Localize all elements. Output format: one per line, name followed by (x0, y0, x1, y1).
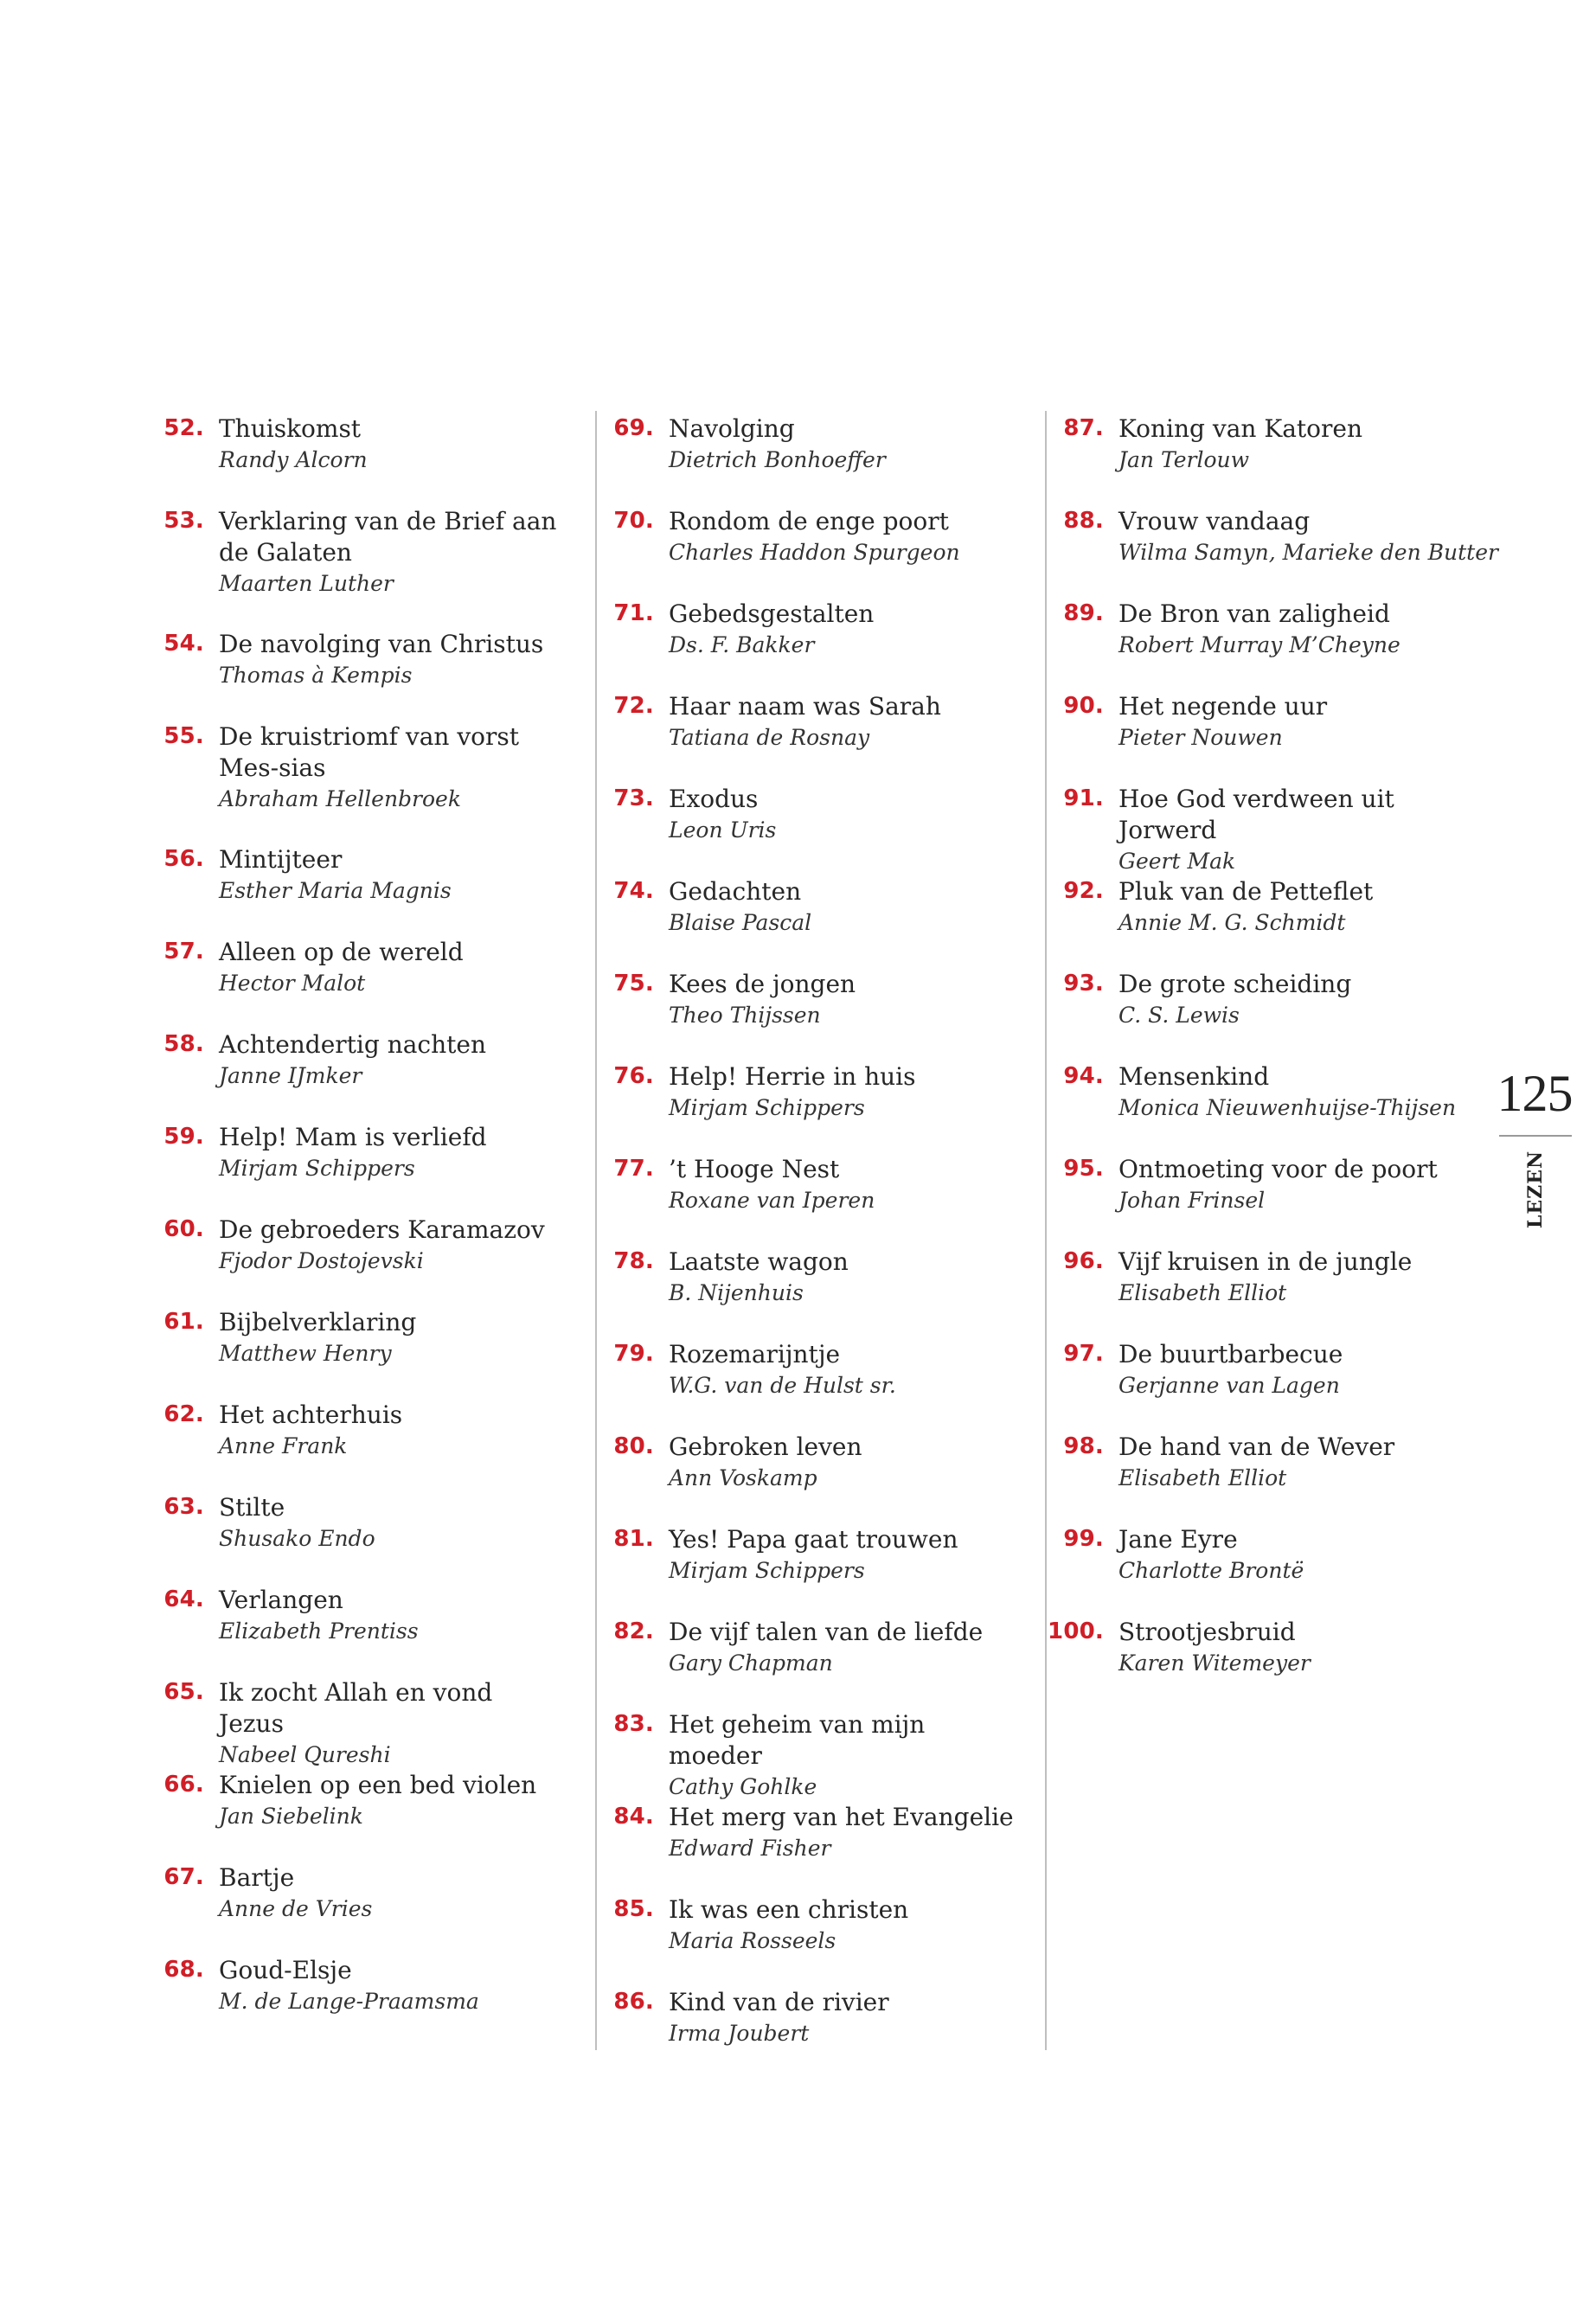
list-number: 56. (163, 846, 204, 872)
book-title: Verlangen (219, 1586, 343, 1614)
list-number: 98. (1063, 1433, 1104, 1459)
list-number: 94. (1063, 1063, 1104, 1089)
list-number: 83. (613, 1711, 654, 1737)
book-author: Abraham Hellenbroek (219, 786, 462, 811)
list-number: 78. (613, 1248, 654, 1274)
book-title: Hoe God verdween uit Jorwerd (1118, 785, 1394, 844)
list-number: 64. (163, 1586, 204, 1612)
book-author: Mirjam Schippers (669, 1558, 865, 1583)
list-number: 91. (1063, 785, 1104, 811)
book-title: Alleen op de wereld (219, 938, 464, 966)
section-label (1518, 1150, 1553, 1228)
book-author: Nabeel Qureshi (219, 1742, 391, 1767)
list-number: 74. (613, 878, 654, 904)
book-author: Karen Witemeyer (1118, 1650, 1311, 1676)
book-author: Cathy Gohlke (669, 1774, 817, 1799)
book-author: Shusako Endo (219, 1526, 375, 1551)
list-number: 85. (613, 1896, 654, 1922)
column-divider (1045, 411, 1047, 2050)
book-author: Thomas à Kempis (219, 663, 413, 688)
book-author: Elizabeth Prentiss (219, 1618, 419, 1644)
book-author: Blaise Pascal (669, 910, 812, 935)
list-number: 63. (163, 1494, 204, 1520)
list-number: 99. (1063, 1526, 1104, 1552)
book-title: Vrouw vandaag (1118, 507, 1311, 535)
book-title: De vijf talen van de liefde (669, 1618, 984, 1646)
list-number: 58. (163, 1031, 204, 1057)
book-author: Janne IJmker (219, 1063, 362, 1088)
book-author: Annie M. G. Schmidt (1118, 910, 1346, 935)
book-title: Het merg van het Evangelie (669, 1803, 1014, 1831)
book-author: Wilma Samyn, Marieke den Butter (1118, 540, 1498, 565)
list-number: 73. (613, 785, 654, 811)
list-number: 71. (613, 600, 654, 626)
book-title: Verklaring van de Brief aan de Galaten (219, 507, 557, 567)
book-title: Mensenkind (1118, 1062, 1270, 1091)
book-title: De grote scheiding (1118, 970, 1352, 998)
book-title: Gedachten (669, 877, 802, 906)
list-number: 62. (163, 1401, 204, 1427)
list-number: 77. (613, 1156, 654, 1182)
page-number-rule (1499, 1135, 1572, 1137)
book-title: Kind van de rivier (669, 1988, 889, 2016)
book-author: Hector Malot (219, 971, 366, 996)
book-author: W.G. van de Hulst sr. (669, 1373, 896, 1398)
book-title: Gebedsgestalten (669, 599, 875, 628)
list-number: 59. (163, 1124, 204, 1150)
book-title: Gebroken leven (669, 1433, 862, 1461)
list-number: 69. (613, 415, 654, 441)
book-title: Ontmoeting voor de poort (1118, 1155, 1438, 1183)
list-number: 100. (1048, 1618, 1104, 1644)
list-number: 87. (1063, 415, 1104, 441)
book-author: Robert Murray M’Cheyne (1118, 632, 1401, 657)
list-number: 79. (613, 1341, 654, 1367)
book-author: Maarten Luther (219, 571, 394, 596)
book-author: Roxane van Iperen (669, 1188, 875, 1213)
book-author: C. S. Lewis (1118, 1003, 1240, 1028)
list-number: 60. (163, 1216, 204, 1242)
list-number: 70. (613, 508, 654, 534)
book-author: B. Nijenhuis (669, 1280, 804, 1305)
book-author: Geert Mak (1118, 849, 1236, 874)
list-number: 82. (613, 1618, 654, 1644)
list-number: 84. (613, 1804, 654, 1830)
book-title: Haar naam was Sarah (669, 692, 941, 721)
list-number: 95. (1063, 1156, 1104, 1182)
book-author: Fjodor Dostojevski (219, 1248, 424, 1273)
book-title: De gebroeders Karamazov (219, 1215, 545, 1244)
book-title: De buurtbarbecue (1118, 1340, 1343, 1368)
list-number: 52. (163, 415, 204, 441)
list-number: 93. (1063, 971, 1104, 997)
list-number: 72. (613, 693, 654, 719)
book-author: Leon Uris (669, 817, 777, 843)
book-author: Mirjam Schippers (669, 1095, 865, 1120)
book-title: De Bron van zaligheid (1118, 599, 1390, 628)
book-author: Matthew Henry (219, 1341, 392, 1366)
book-title: Goud-Elsje (219, 1956, 352, 1984)
book-title: Het negende uur (1118, 692, 1328, 721)
book-title: Jane Eyre (1118, 1525, 1238, 1554)
book-title: Bijbelverklaring (219, 1308, 417, 1336)
book-author: Irma Joubert (669, 2021, 810, 2046)
book-title: Laatste wagon (669, 1247, 849, 1276)
book-author: Esther Maria Magnis (219, 878, 452, 903)
book-title: Het geheim van mijn moeder (669, 1710, 926, 1770)
book-author: M. de Lange-Praamsma (219, 1989, 479, 2014)
list-number: 54. (163, 631, 204, 657)
book-author: Theo Thijssen (669, 1003, 821, 1028)
book-title: Bartje (219, 1863, 295, 1892)
book-title: Koning van Katoren (1118, 414, 1363, 443)
section-label-text: LEZEN (1524, 1150, 1547, 1229)
book-title: Kees de jongen (669, 970, 856, 998)
list-number: 97. (1063, 1341, 1104, 1367)
book-title: Exodus (669, 785, 759, 813)
list-number: 75. (613, 971, 654, 997)
book-title: Navolging (669, 414, 795, 443)
book-title: Yes! Papa gaat trouwen (669, 1525, 958, 1554)
book-author: Anne Frank (219, 1433, 348, 1458)
list-number: 81. (613, 1526, 654, 1552)
book-author: Edward Fisher (669, 1836, 831, 1861)
book-author: Dietrich Bonhoeffer (669, 447, 886, 472)
book-author: Jan Terlouw (1118, 447, 1250, 472)
list-number: 76. (613, 1063, 654, 1089)
book-title: Rondom de enge poort (669, 507, 949, 535)
book-author: Gary Chapman (669, 1650, 833, 1676)
list-number: 53. (163, 508, 204, 534)
book-title: Mintijteer (219, 845, 343, 874)
book-title: Ik was een christen (669, 1895, 909, 1924)
list-number: 90. (1063, 693, 1104, 719)
list-number: 57. (163, 939, 204, 965)
book-author: Ds. F. Bakker (669, 632, 815, 657)
list-number: 89. (1063, 600, 1104, 626)
list-number: 61. (163, 1309, 204, 1335)
list-number: 96. (1063, 1248, 1104, 1274)
book-title: Knielen op een bed violen (219, 1771, 537, 1799)
book-title: Help! Herrie in huis (669, 1062, 916, 1091)
book-title: Rozemarijntje (669, 1340, 841, 1368)
list-number: 80. (613, 1433, 654, 1459)
book-author: Elisabeth Elliot (1118, 1465, 1287, 1490)
list-number: 86. (613, 1989, 654, 2015)
list-number: 88. (1063, 508, 1104, 534)
book-author: Tatiana de Rosnay (669, 725, 870, 750)
book-author: Jan Siebelink (219, 1804, 363, 1829)
book-title: De kruistriomf van vorst Mes-sias (219, 722, 520, 782)
book-author: Maria Rosseels (669, 1928, 836, 1953)
list-number: 92. (1063, 878, 1104, 904)
book-title: De hand van de Wever (1118, 1433, 1395, 1461)
book-author: Charles Haddon Spurgeon (669, 540, 960, 565)
book-author: Anne de Vries (219, 1896, 373, 1921)
page-number: 125 (1497, 1065, 1573, 1122)
book-author: Ann Voskamp (669, 1465, 817, 1490)
book-author: Johan Frinsel (1118, 1188, 1266, 1213)
book-author: Mirjam Schippers (219, 1156, 415, 1181)
list-number: 68. (163, 1957, 204, 1983)
book-title: Strootjesbruid (1118, 1618, 1296, 1646)
book-title: Vijf kruisen in de jungle (1118, 1247, 1413, 1276)
book-author: Monica Nieuwenhuijse-Thijsen (1118, 1095, 1457, 1120)
book-author: Charlotte Brontë (1118, 1558, 1304, 1583)
book-author: Elisabeth Elliot (1118, 1280, 1287, 1305)
book-author: Pieter Nouwen (1118, 725, 1283, 750)
list-number: 55. (163, 723, 204, 749)
book-title: ’t Hooge Nest (669, 1155, 840, 1183)
list-number: 66. (163, 1772, 204, 1798)
book-title: Pluk van de Petteflet (1118, 877, 1374, 906)
book-title: Stilte (219, 1493, 285, 1522)
book-title: Ik zocht Allah en vond Jezus (219, 1678, 493, 1738)
book-title: Thuiskomst (219, 414, 362, 443)
book-title: Het achterhuis (219, 1400, 403, 1429)
book-author: Gerjanne van Lagen (1118, 1373, 1340, 1398)
list-number: 67. (163, 1864, 204, 1890)
book-title: De navolging van Christus (219, 630, 544, 658)
list-number: 65. (163, 1679, 204, 1705)
book-title: Achtendertig nachten (219, 1030, 486, 1059)
book-author: Randy Alcorn (219, 447, 368, 472)
book-title: Help! Mam is verliefd (219, 1123, 487, 1151)
